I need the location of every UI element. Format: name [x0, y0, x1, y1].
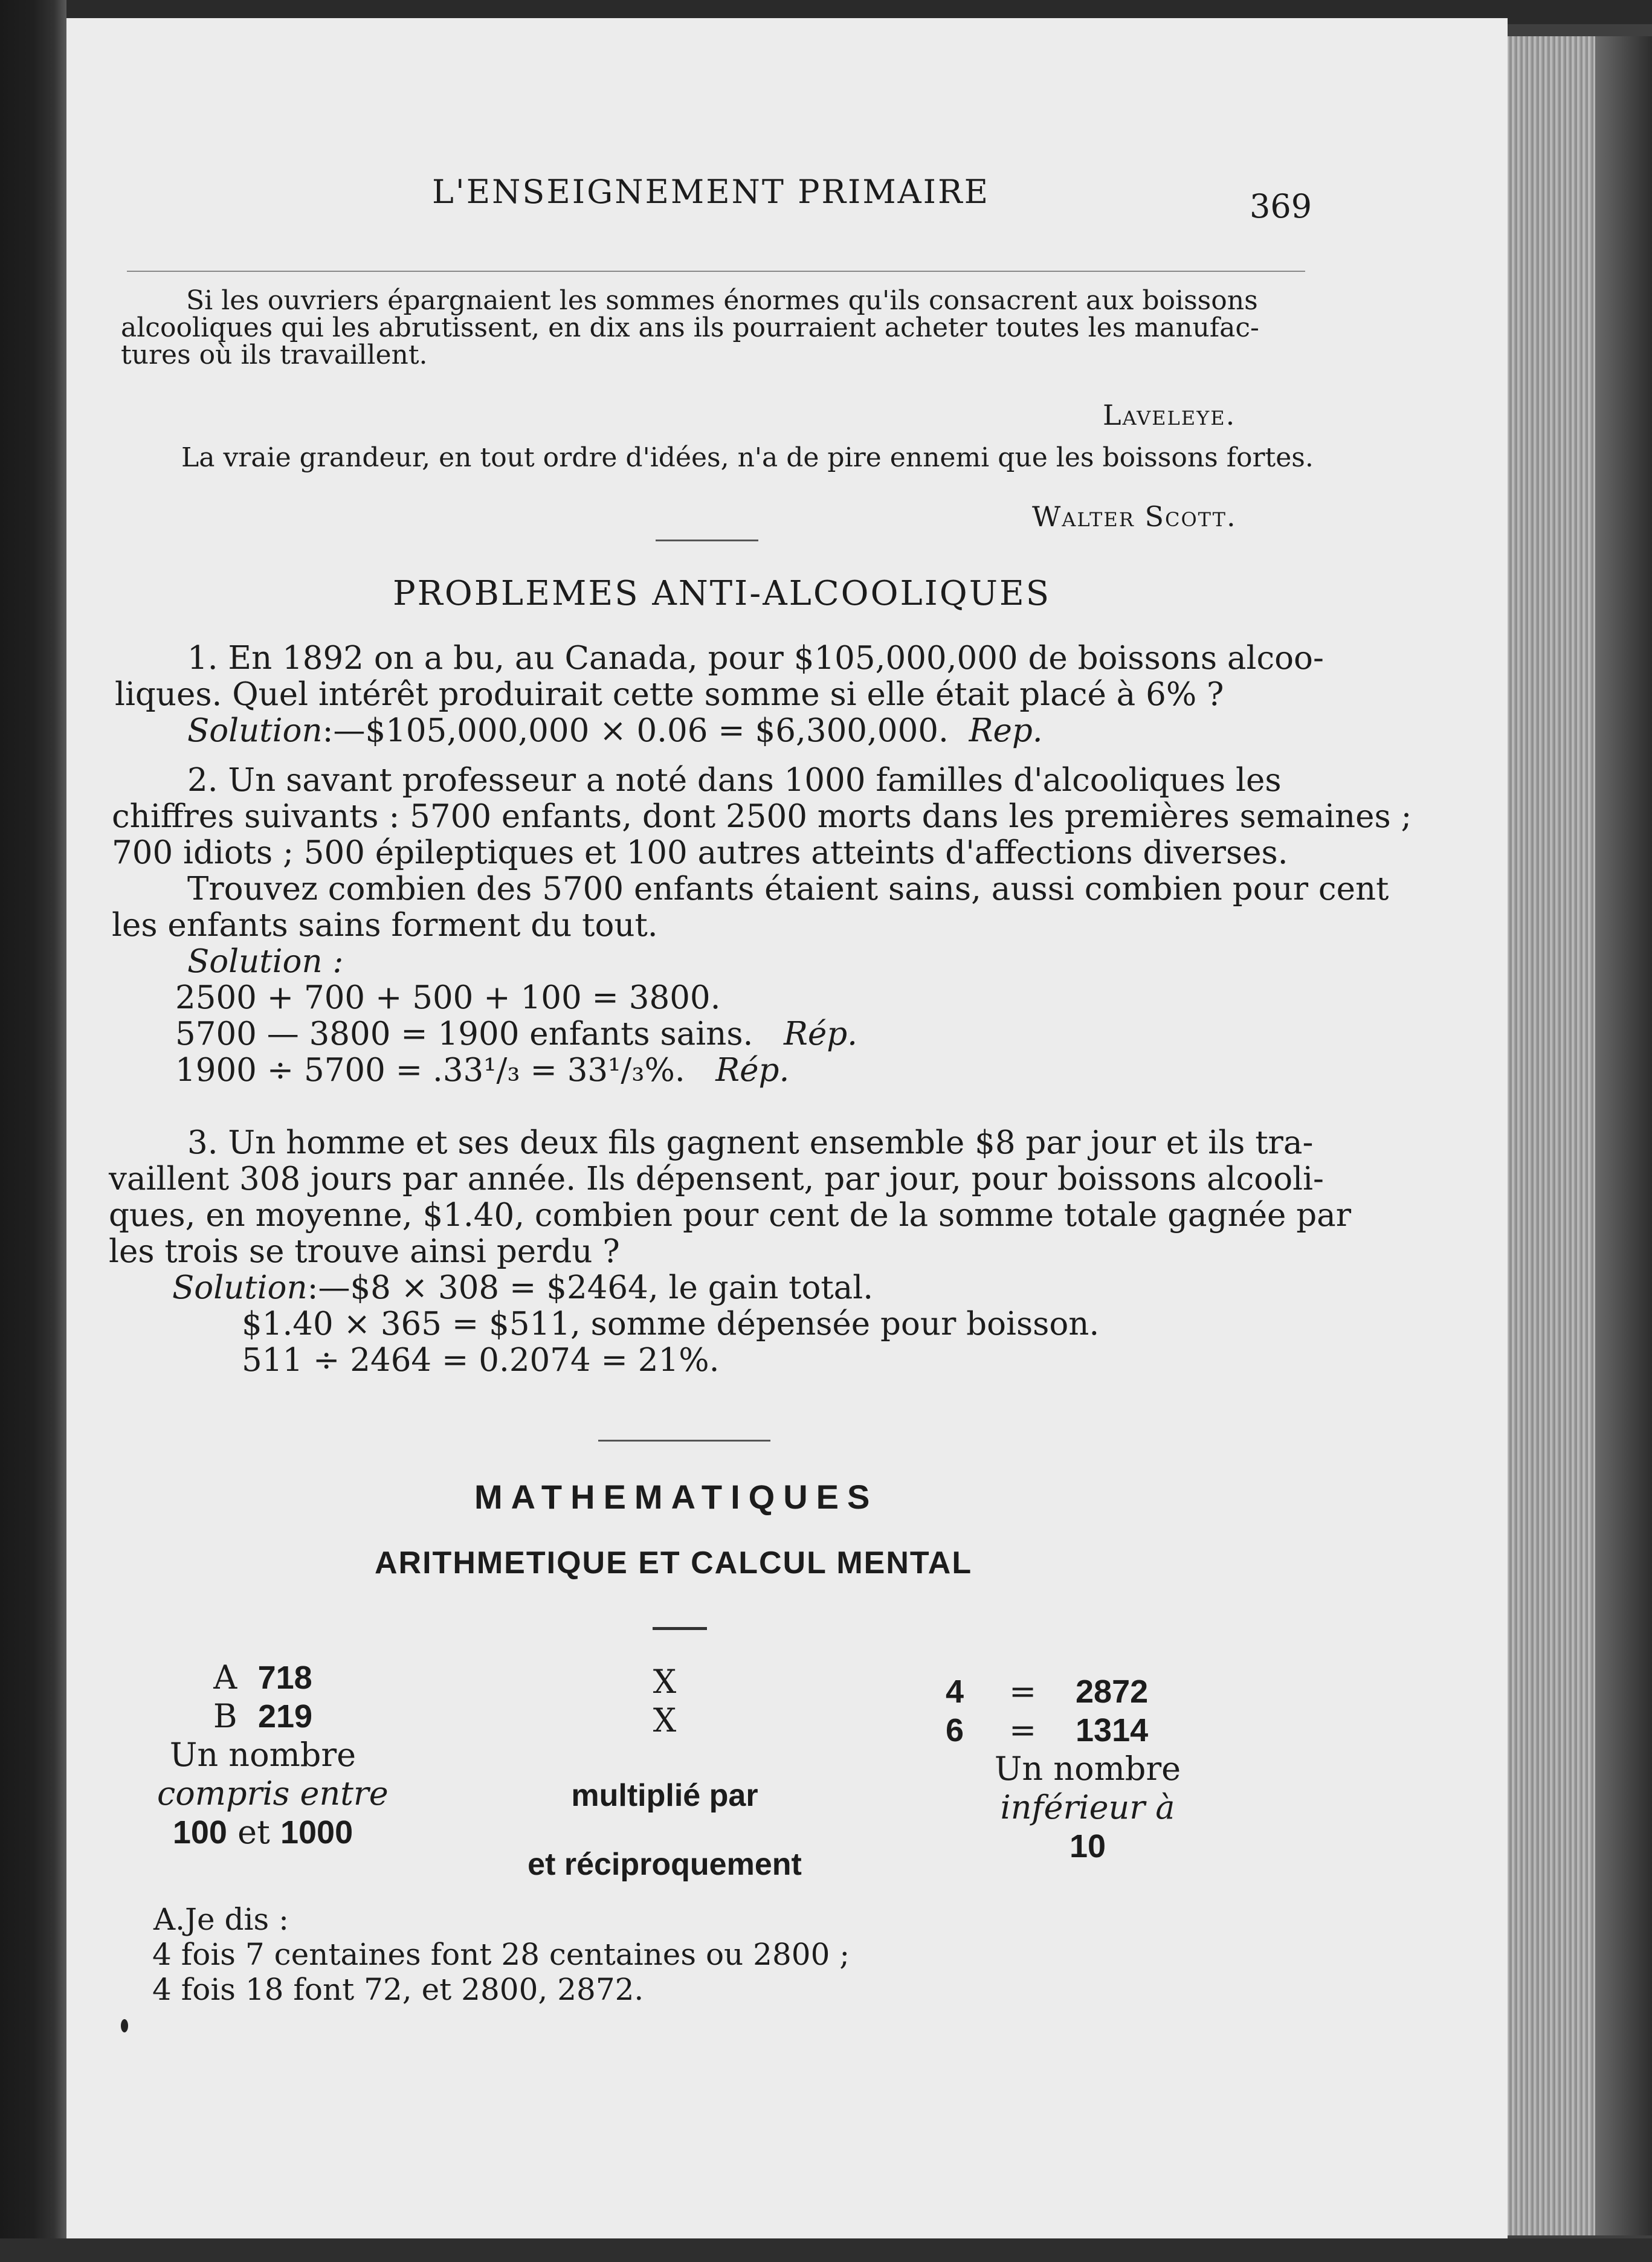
right-limit: 10	[1069, 1828, 1106, 1864]
math-subtitle: ARITHMETIQUE ET CALCUL MENTAL	[375, 1545, 973, 1580]
page-number: 369	[1250, 187, 1312, 225]
problem-3-solution	[109, 1270, 1351, 1306]
scan-border-bottom	[0, 2238, 1652, 2262]
problem-2-line-1: 2. Un savant professeur a noté dans 1000 familles d'alcooliques les	[187, 762, 1282, 799]
left-desc-1: Un nombre	[169, 1736, 357, 1774]
result-row-2	[931, 1711, 1221, 1750]
problem-1-line-2: liques. Quel intérêt produirait cette somme si elle était placé à 6% ?	[115, 676, 1224, 713]
problem-3-line-3: ques, en moyenne, $1.40, combien pour cent de la somme totale gagnée par	[109, 1197, 1352, 1234]
result-row-1	[931, 1672, 1221, 1711]
factor-a-value: 718	[257, 1660, 312, 1696]
problem-2-calc-3	[112, 1052, 1412, 1089]
quote-2-line-1: La vraie grandeur, en tout ordre d'idées, n'a de pire ennemi que les boissons fortes.	[181, 442, 1314, 473]
reciprocally: et réciproquement	[528, 1847, 802, 1882]
factor-a-row	[157, 1658, 369, 1697]
factor-b-row	[157, 1697, 369, 1736]
book-spine	[0, 0, 66, 2262]
problem-2-line-5: les enfants sains forment du tout.	[112, 907, 658, 944]
quote-1	[121, 287, 1259, 369]
problem-3-line-4: les trois se trouve ainsi perdu ?	[109, 1233, 620, 1270]
range-to: 1000	[280, 1814, 353, 1851]
problem-1-line-1: 1. En 1892 on a bu, au Canada, pour $105,000,000 de boissons alcoo-	[187, 640, 1324, 677]
math-left-column	[157, 1658, 389, 1852]
problem-3	[109, 1125, 1351, 1379]
problems-title: PROBLEMES ANTI-ALCOOLIQUES	[393, 574, 1051, 613]
quote-1-author: Laveleye.	[1103, 399, 1236, 431]
problem-2-calc-2	[112, 1016, 1412, 1052]
multiplied-by: multiplié par	[571, 1778, 758, 1813]
problem-1	[115, 640, 1324, 749]
quote-1-line-1: Si les ouvriers épargnaient les sommes énormes qu'ils consacrent aux boissons	[186, 285, 1258, 316]
times-sign-1: X	[653, 1663, 677, 1701]
factor-b-label: B	[213, 1697, 237, 1735]
problem-2-line-2: chiffres suivants : 5700 enfants, dont 2500 morts dans les premières semaines ;	[112, 798, 1412, 835]
problem-2-line-4: Trouvez combien des 5700 enfants étaient sains, aussi combien pour cent	[187, 871, 1389, 907]
calc-2-text: 5700 — 3800 = 1900 enfants sains.	[175, 1016, 753, 1052]
quote-1-line-2: alcooliques qui les abrutissent, en dix ans ils pourraient acheter toutes les manufac-	[121, 312, 1259, 343]
solution-label: Solution	[187, 712, 323, 749]
problem-1-solution	[115, 713, 1324, 749]
solution-text: :—$105,000,000 × 0.06 = $6,300,000.	[322, 712, 949, 749]
section-divider-1	[656, 540, 758, 541]
result-2-value: 1314	[1076, 1712, 1149, 1748]
ink-blot	[121, 2019, 128, 2032]
rep-label: Rép.	[715, 1052, 790, 1089]
rep-label: Rep.	[969, 712, 1043, 749]
left-range	[157, 1813, 369, 1852]
result-1-factor: 4	[946, 1674, 964, 1710]
closing-line-3: 4 fois 18 font 72, et 2800, 2872.	[152, 1972, 644, 2007]
quote-2	[181, 444, 1314, 471]
problem-2-line-3: 700 idiots ; 500 épileptiques et 100 autres atteints d'affections diverses.	[112, 834, 1288, 871]
problem-3-line-1: 3. Un homme et ses deux fils gagnent ensemble $8 par jour et ils tra-	[187, 1124, 1314, 1161]
result-1-equals: =	[1009, 1672, 1037, 1710]
math-closing	[152, 1902, 850, 2007]
problem-2-solution-label: Solution :	[187, 943, 344, 980]
problem-3-calc-2: $1.40 × 365 = $511, somme dépensée pour boisson.	[242, 1306, 1100, 1342]
range-et: et	[237, 1813, 270, 1851]
closing-line-1: A.Je dis :	[153, 1902, 289, 1937]
solution-label: Solution	[172, 1269, 308, 1306]
quote-1-line-3: tures où ils travaillent.	[121, 340, 428, 370]
factor-a-label: A	[213, 1658, 237, 1696]
problem-3-line-2: vaillent 308 jours par année. Ils dépensent, par jour, pour boissons alcooli-	[109, 1161, 1324, 1197]
result-2-equals: =	[1009, 1711, 1037, 1749]
times-sign-2: X	[653, 1701, 677, 1739]
math-right-column	[931, 1672, 1221, 1866]
range-from: 100	[172, 1814, 227, 1851]
calc-3-text: 1900 ÷ 5700 = .33¹/₃ = 33¹/₃%.	[175, 1052, 685, 1089]
problem-3-calc-3: 511 ÷ 2464 = 0.2074 = 21%.	[242, 1342, 720, 1379]
result-1-value: 2872	[1076, 1674, 1149, 1710]
factor-b-value: 219	[257, 1698, 313, 1735]
running-title: L'ENSEIGNEMENT PRIMAIRE	[432, 173, 990, 211]
calc-1-text: :—$8 × 308 = $2464, le gain total.	[307, 1269, 874, 1306]
right-desc-1: Un nombre	[994, 1750, 1181, 1788]
quote-2-author: Walter Scott.	[1032, 500, 1237, 533]
rep-label: Rép.	[783, 1016, 858, 1052]
problem-2	[112, 762, 1412, 1089]
closing-line-2: 4 fois 7 centaines font 28 centaines ou 2800 ;	[152, 1937, 850, 1972]
left-desc-2: compris entre	[157, 1774, 389, 1812]
math-title: MATHEMATIQUES	[474, 1478, 879, 1516]
header-rule	[127, 271, 1305, 272]
right-desc-2: inférieur à	[1000, 1788, 1175, 1826]
problem-2-calc-1: 2500 + 700 + 500 + 100 = 3800.	[175, 979, 721, 1016]
math-middle-column	[520, 1663, 810, 1884]
book-cover-edge	[1595, 36, 1652, 2235]
result-2-factor: 6	[946, 1712, 964, 1748]
section-divider-2	[598, 1440, 770, 1442]
section-divider-3	[653, 1627, 707, 1630]
